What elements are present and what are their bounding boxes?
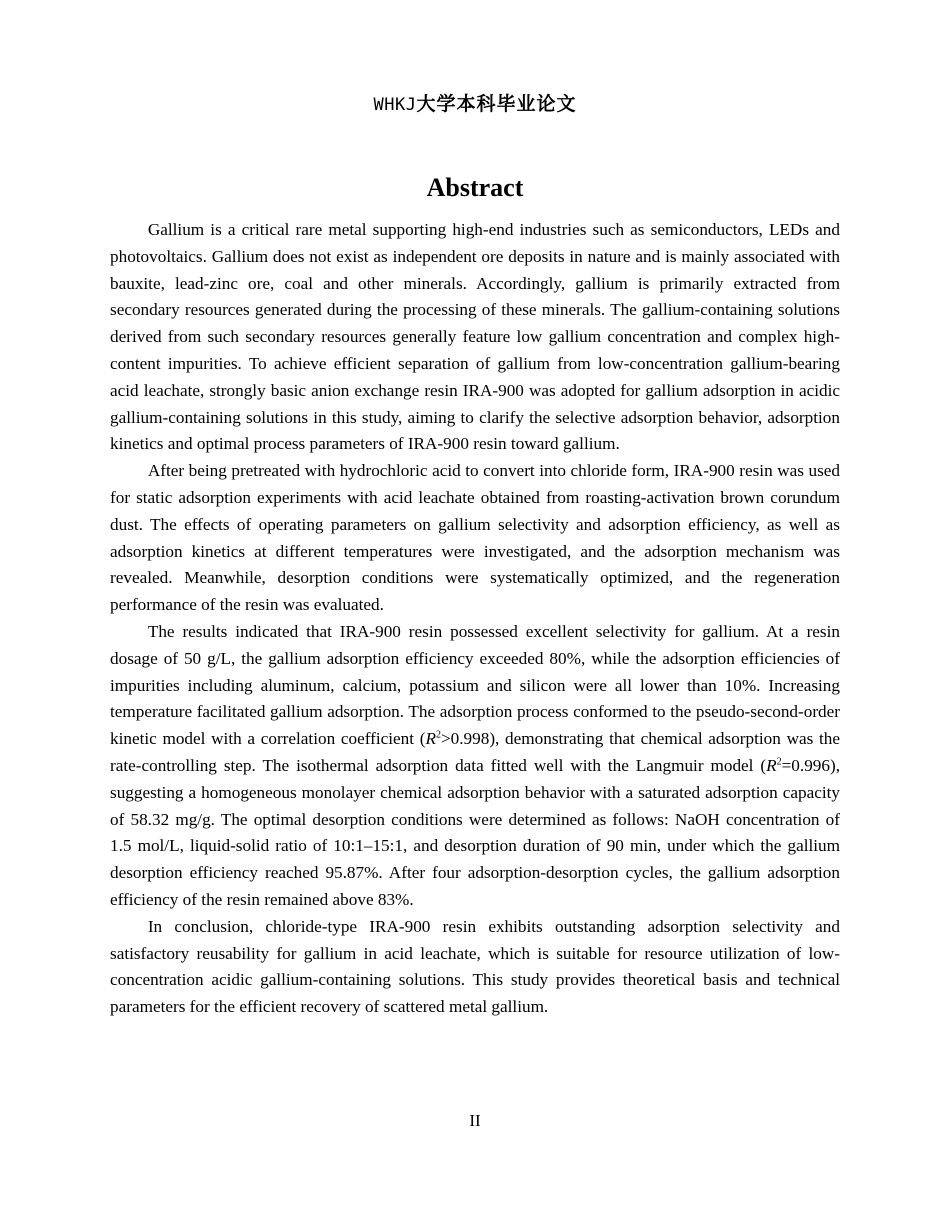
abstract-paragraph-1: Gallium is a critical rare metal supporting high-end industries such as semiconductors, LEDs and photovoltaics. Gallium does not exist as independent ore deposits in nature and is mainly associated with bauxite, lead-zinc ore, coal and other minerals. Accordingly, gallium is primarily extracted from secondary resources generated during the processing of these minerals. The gallium-containing solutions derived from such secondary resources generally feature low gallium concentration and complex high-content impurities. To achieve efficient separation of gallium from low-concentration gallium-bearing acid leachate, strongly basic anion exchange resin IRA-900 was adopted for gallium adsorption in acidic gallium-containing solutions in this study, aiming to clarify the selective adsorption behavior, adsorption kinetics and optimal process parameters of IRA-900 resin toward gallium. bbox=[110, 220, 840, 454]
r-squared-symbol-1: R bbox=[425, 729, 436, 749]
header-institution-cjk: 大学本科毕业论文 bbox=[416, 94, 577, 115]
paragraph-3-text-c: =0.996), suggesting a homogeneous monolayer chemical adsorption behavior with a saturated adsorption capacity of 58.32 mg/g. The optimal desorption conditions were determined as follows: NaOH concentration of 1.5 mol/L, liquid-solid ratio of 10:1–15:1, and desorption duration of 90 min, under which the gallium desorption efficiency reached 95.87%. After four adsorption-desorption cycles, the gallium adsorption efficiency of the resin remained above 83%. bbox=[110, 755, 840, 909]
header-institution-latin: WHKJ bbox=[373, 95, 417, 115]
abstract-title: Abstract bbox=[426, 173, 524, 202]
abstract-paragraph-3 bbox=[110, 619, 840, 914]
r-squared-symbol-2: R bbox=[766, 755, 777, 775]
r-squared-exponent-2: 2 bbox=[776, 756, 782, 768]
page-number: II bbox=[469, 1111, 481, 1130]
paragraph-3-text-b: >0.998), demonstrating that chemical adsorption was the rate-controlling step. The isothermal adsorption data fitted well with the Langmuir model ( bbox=[110, 729, 840, 775]
r-squared-exponent-1: 2 bbox=[435, 729, 441, 741]
abstract-paragraph-4: In conclusion, chloride-type IRA-900 resin exhibits outstanding adsorption selectivity and satisfactory reusability for gallium in acid leachate, which is suitable for resource utilization of low-concentration acidic gallium-containing solutions. This study provides theoretical basis and technical parameters for the efficient recovery of scattered metal gallium. bbox=[110, 916, 840, 1017]
running-header bbox=[0, 93, 950, 117]
abstract-body bbox=[110, 217, 840, 1021]
abstract-paragraph-2: After being pretreated with hydrochloric acid to convert into chloride form, IRA-900 resin was used for static adsorption experiments with acid leachate obtained from roasting-activation brown corundum dust. The effects of operating parameters on gallium selectivity and adsorption efficiency, as well as adsorption kinetics at different temperatures were investigated, and the adsorption mechanism was revealed. Meanwhile, desorption conditions were systematically optimized, and the regeneration performance of the resin was evaluated. bbox=[110, 461, 840, 615]
paragraph-3-text-a: The results indicated that IRA-900 resin possessed excellent selectivity for gallium. At a resin dosage of 50 g/L, the gallium adsorption efficiency exceeded 80%, while the adsorption efficiencies of impurities including aluminum, calcium, potassium and silicon were all lower than 10%. Increasing temperature facilitated gallium adsorption. The adsorption process conformed to the pseudo-second-order kinetic model with a correlation coefficient ( bbox=[110, 621, 840, 749]
